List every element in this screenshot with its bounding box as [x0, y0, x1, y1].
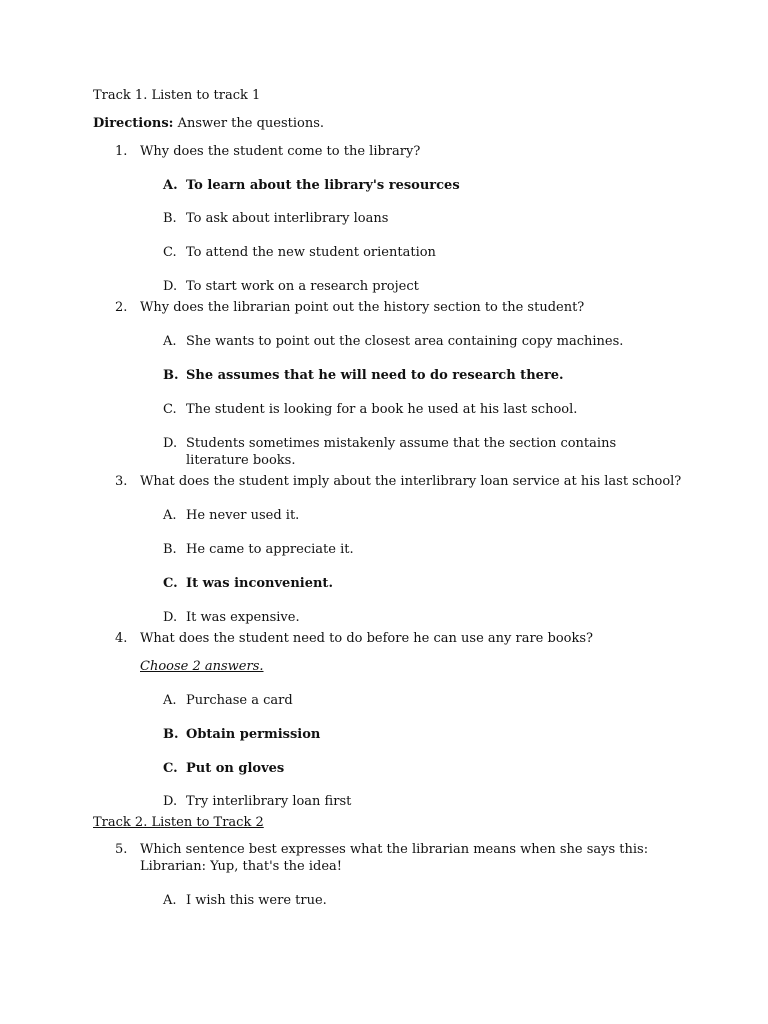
question-number: 3. [115, 474, 128, 489]
directions-text: Answer the questions. [173, 116, 325, 131]
option-text: Purchase a card [186, 693, 293, 708]
option-text: Try interlibrary loan first [186, 794, 352, 809]
option-letter: D. [163, 436, 178, 451]
option-letter: A. [163, 334, 177, 349]
option-text: Put on gloves [186, 761, 285, 776]
option-text: The student is looking for a book he used at his last school. [186, 402, 578, 417]
option-text: He never used it. [186, 508, 300, 523]
option-text: I wish this were true. [186, 893, 327, 908]
directions-label: Directions: [93, 116, 174, 131]
option-letter: A. [163, 693, 177, 708]
option-letter: C. [163, 761, 178, 776]
option-letter: B. [163, 368, 179, 383]
option-text: Obtain permission [186, 727, 321, 742]
option-letter: B. [163, 727, 179, 742]
option-text: To ask about interlibrary loans [186, 211, 389, 226]
option-letter: C. [163, 402, 177, 417]
option-text: To start work on a research project [186, 279, 419, 294]
question-number: 5. [115, 842, 128, 857]
option-letter: D. [163, 279, 178, 294]
question-text: What does the student need to do before he can use any rare books? [140, 631, 593, 646]
option-letter: D. [163, 794, 178, 809]
option-text: To attend the new student orientation [186, 245, 436, 260]
option-text: She wants to point out the closest area containing copy machines. [186, 334, 624, 349]
option-text: Students sometimes mistakenly assume that the section contains literature books. [186, 436, 617, 468]
directions [93, 115, 324, 132]
option-letter: C. [163, 245, 177, 260]
track-2-heading: Track 2. Listen to Track 2 [93, 815, 264, 830]
question-number: 4. [115, 631, 128, 646]
option-text: It was inconvenient. [186, 576, 333, 591]
option-letter: A. [163, 508, 177, 523]
question-number: 1. [115, 144, 128, 159]
option-letter: D. [163, 610, 178, 625]
option-letter: A. [163, 178, 178, 193]
option-letter: C. [163, 576, 178, 591]
option-letter: A. [163, 893, 177, 908]
option-text: It was expensive. [186, 610, 300, 625]
option-text: She assumes that he will need to do research there. [186, 368, 564, 383]
question-text: What does the student imply about the interlibrary loan service at his last school? [140, 474, 682, 489]
question-text: Why does the student come to the library? [140, 144, 421, 159]
option-letter: B. [163, 211, 177, 226]
track-1-heading: Track 1. Listen to track 1 [93, 88, 261, 103]
option-letter: B. [163, 542, 177, 557]
option-text: To learn about the library's resources [186, 178, 460, 193]
question-number: 2. [115, 300, 128, 315]
question-text: Which sentence best expresses what the librarian means when she says this: Librarian: Yup, that's the idea! [140, 842, 649, 874]
choose-two-note: Choose 2 answers. [140, 659, 264, 674]
option-text: He came to appreciate it. [186, 542, 354, 557]
question-text: Why does the librarian point out the history section to the student? [140, 300, 585, 315]
